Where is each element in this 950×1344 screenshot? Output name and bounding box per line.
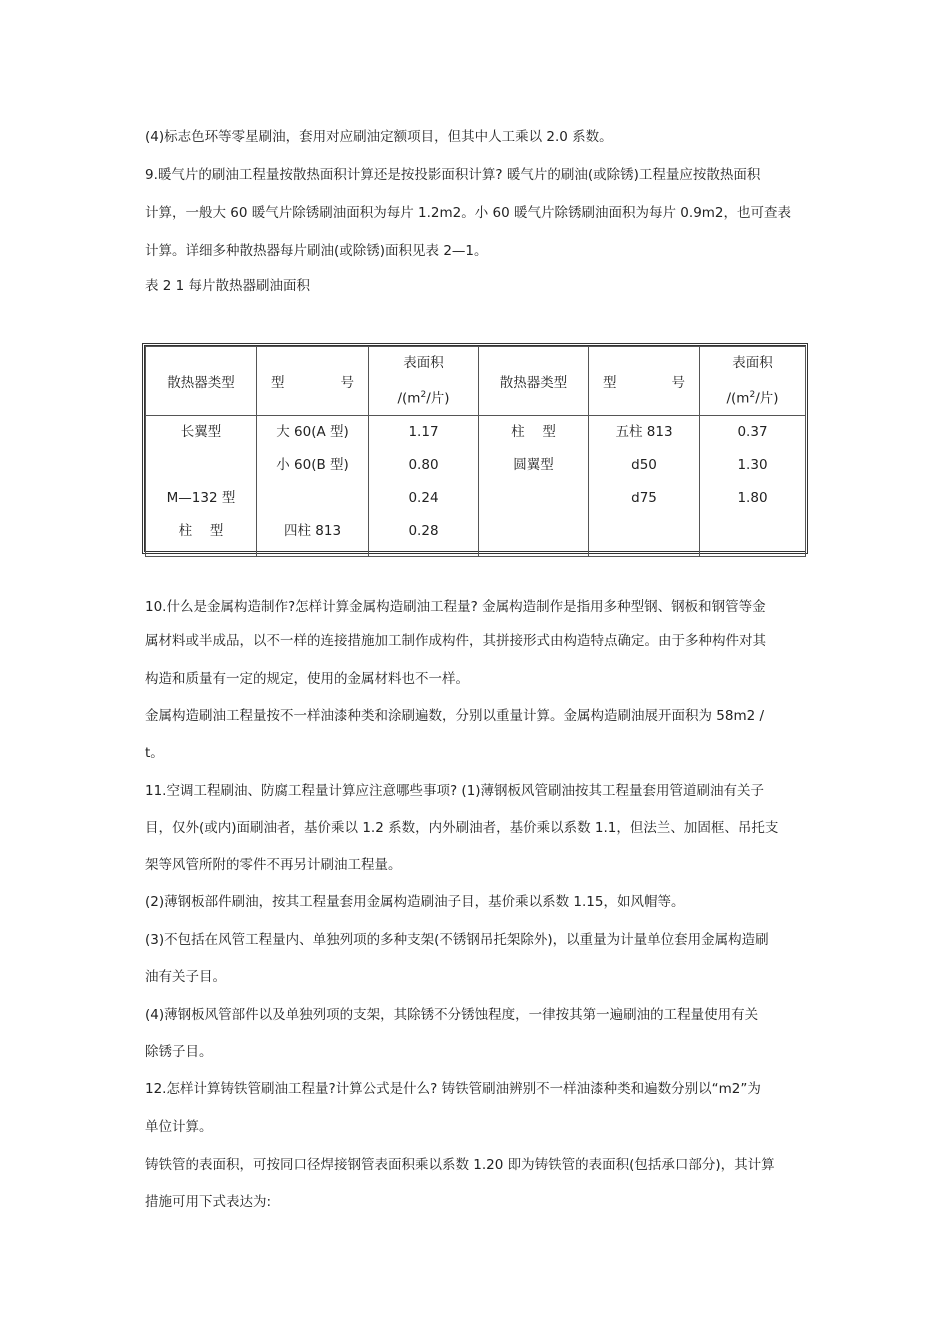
paragraph-line: 9.暖气片的刷油工程量按散热面积计算还是按投影面积计算? 暖气片的刷油(或除锈)工程量应按散热面积 — [145, 167, 761, 183]
table-cell: 长翼型 — [180, 423, 222, 440]
table-cell: M—132 型 — [166, 489, 236, 506]
col-right-models — [589, 415, 700, 556]
table-cell: 1.30 — [737, 456, 768, 473]
paragraph-line: 12.怎样计算铸铁管刷油工程量?计算公式是什么? 铸铁管刷油辨别不一样油漆种类和遍数分别以“m2”为 — [145, 1081, 761, 1097]
paragraph-line: 计算。详细多种散热器每片刷油(或除锈)面积见表 2—1。 — [145, 243, 488, 259]
table-cell: 0.28 — [408, 522, 439, 539]
header-model: 型 号 — [257, 347, 369, 416]
paragraph-line: 油有关子目。 — [145, 969, 226, 985]
table-cell: 五柱 813 — [615, 423, 673, 440]
paragraph-line: (4)标志色环等零星刷油，套用对应刷油定额项目，但其中人工乘以 2.0 系数。 — [145, 129, 613, 145]
table-cell: 1.17 — [408, 423, 439, 440]
table-cell — [479, 490, 588, 523]
table-header-row — [146, 347, 806, 416]
radiator-area-table — [142, 343, 808, 554]
table-cell — [479, 523, 588, 556]
paragraph-line: 架等风管所附的零件不再另计刷油工程量。 — [145, 857, 402, 873]
col-left-areas — [369, 415, 479, 556]
paragraph-line: (3)不包括在风管工程量内、单独列项的多种支架(不锈钢吊托架除外)，以重量为计量单位套用金属构造刷 — [145, 932, 769, 948]
col-right-areas — [700, 415, 806, 556]
paragraph-line: t。 — [145, 745, 164, 761]
col-left-types — [146, 415, 257, 556]
header-model: 型 号 — [589, 347, 700, 416]
table-caption: 表 2 1 每片散热器刷油面积 — [145, 278, 311, 294]
paragraph-line: 措施可用下式表达为: — [145, 1194, 272, 1210]
paragraph-line: 金属构造刷油工程量按不一样油漆种类和涂刷遍数，分别以重量计算。金属构造刷油展开面积为 58m2 / — [145, 708, 765, 724]
paragraph-line: 除锈子目。 — [145, 1044, 213, 1060]
paragraph-line: (4)薄钢板风管部件以及单独列项的支架，其除锈不分锈蚀程度，一律按其第一遍刷油的工程量使用有关 — [145, 1007, 759, 1023]
table-cell — [589, 523, 699, 556]
paragraph-line: 构造和质量有一定的规定，使用的金属材料也不一样。 — [145, 671, 469, 687]
table-cell: 圆翼型 — [513, 456, 554, 473]
table-cell: 1.80 — [737, 489, 768, 506]
paragraph-line: 铸铁管的表面积，可按同口径焊接钢管表面积乘以系数 1.20 即为铸铁管的表面积(包括承口部分)，其计算 — [145, 1157, 775, 1173]
table-cell: 0.24 — [408, 489, 439, 506]
table-cell — [146, 457, 256, 490]
paragraph-line: 11.空调工程刷油、防腐工程量计算应注意哪些事项? (1)薄钢板风管刷油按其工程量套用管道刷油有关子 — [145, 783, 765, 799]
table-cell — [257, 490, 368, 523]
table-cell: 小 60(B 型) — [276, 456, 349, 473]
table-cell: 柱 型 — [511, 423, 556, 440]
header-area: 表面积 $/(m^2/$片) — [700, 347, 806, 416]
paragraph-line: 单位计算。 — [145, 1119, 213, 1135]
table-cell: 0.37 — [737, 423, 768, 440]
paragraph-line: 10.什么是金属构造制作?怎样计算金属构造刷油工程量? 金属构造制作是指用多种型钢、钢板和钢管等金 — [145, 599, 766, 615]
paragraph-line: 属材料或半成品，以不一样的连接措施加工制作成构件，其拼接形式由构造特点确定。由于多种构件对其 — [145, 633, 766, 649]
paragraph-line: 计算，一般大 60 暖气片除锈刷油面积为每片 1.2m2。小 60 暖气片除锈刷油面积为每片 0.9m2，也可查表 — [145, 205, 792, 221]
col-right-types — [479, 415, 589, 556]
table-cell: 0.80 — [408, 456, 439, 473]
header-type: 散热器类型 — [479, 347, 589, 416]
table-cell: d75 — [631, 489, 657, 506]
header-area: 表面积 $/(m^2/$片) — [369, 347, 479, 416]
paragraph-line: 目，仅外(或内)面刷油者，基价乘以 1.2 系数，内外刷油者，基价乘以系数 1.1，但法兰、加固框、吊托支 — [145, 820, 779, 836]
table-cell: 大 60(A 型) — [276, 423, 349, 440]
paragraph-line: (2)薄钢板部件刷油，按其工程量套用金属构造刷油子目，基价乘以系数 1.15，如风帽等。 — [145, 894, 685, 910]
header-type: 散热器类型 — [146, 347, 257, 416]
table-body-row — [146, 415, 806, 556]
table-cell: 柱 型 — [178, 522, 224, 539]
table-cell: d50 — [631, 456, 657, 473]
col-left-models — [257, 415, 369, 556]
table-cell: 四柱 813 — [283, 522, 342, 539]
table-cell — [700, 523, 805, 556]
